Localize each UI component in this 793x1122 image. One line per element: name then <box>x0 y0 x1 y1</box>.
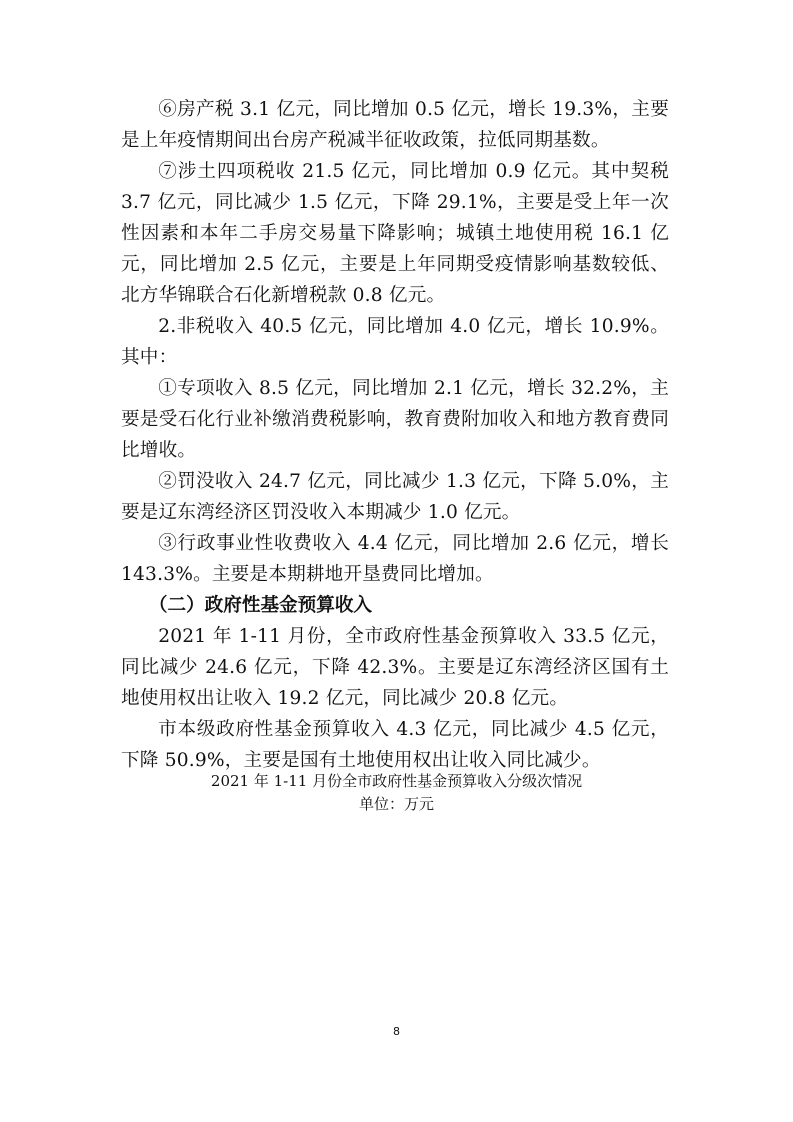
body-text <box>121 94 669 776</box>
paragraph-special-income: ①专项收入 8.5 亿元，同比增加 2.1 亿元，增长 32.2%，主要是受石化行业补缴消费税影响，教育费附加收入和地方教育费同比增收。 <box>121 378 669 461</box>
paragraph-admin-fees: ③行政事业性收费收入 4.4 亿元，同比增加 2.6 亿元，增长 143.3%。主要是本期耕地开垦费同比增加。 <box>121 533 669 585</box>
section-heading: （二）政府性基金预算收入 <box>148 595 373 616</box>
paragraph-fines-income: ②罚没收入 24.7 亿元，同比减少 1.3 亿元，下降 5.0%，主要是辽东湾经济区罚没收入本期减少 1.0 亿元。 <box>121 471 669 523</box>
paragraph-fund-budget-municipal: 市本级政府性基金预算收入 4.3 亿元，同比减少 4.5 亿元，下降 50.9%，主要是国有土地使用权出让收入同比减少。 <box>121 719 669 771</box>
table-caption-unit: 单位：万元 <box>358 795 434 813</box>
page-number: 8 <box>393 1025 400 1038</box>
paragraph-fund-budget-city: 2021 年 1-11 月份，全市政府性基金预算收入 33.5 亿元，同比减少 24.6 亿元，下降 42.3%。主要是辽东湾经济区国有土地使用权出让收入 19.2 亿元，同比减少 20.8 亿元。 <box>121 626 669 709</box>
paragraph-property-tax: ⑥房产税 3.1 亿元，同比增加 0.5 亿元，增长 19.3%，主要是上年疫情期间出台房产税减半征收政策，拉低同期基数。 <box>121 99 669 151</box>
table-caption-title: 2021 年 1-11 月份全市政府性基金预算收入分级次情况 <box>210 772 583 790</box>
paragraph-land-taxes: ⑦涉土四项税收 21.5 亿元，同比增加 0.9 亿元。其中契税 3.7 亿元，同比减少 1.5 亿元，下降 29.1%，主要是受上年一次性因素和本年二手房交易量下降影响；城镇土地使用税 16.1 亿元，同比增加 2.5 亿元，主要是上年同期受疫情影响基数较低、北方华锦联合石化新增税款 0.8 亿元。 <box>121 161 669 306</box>
paragraph-non-tax-income: 2.非税收入 40.5 亿元，同比增加 4.0 亿元，增长 10.9%。其中： <box>121 316 669 368</box>
